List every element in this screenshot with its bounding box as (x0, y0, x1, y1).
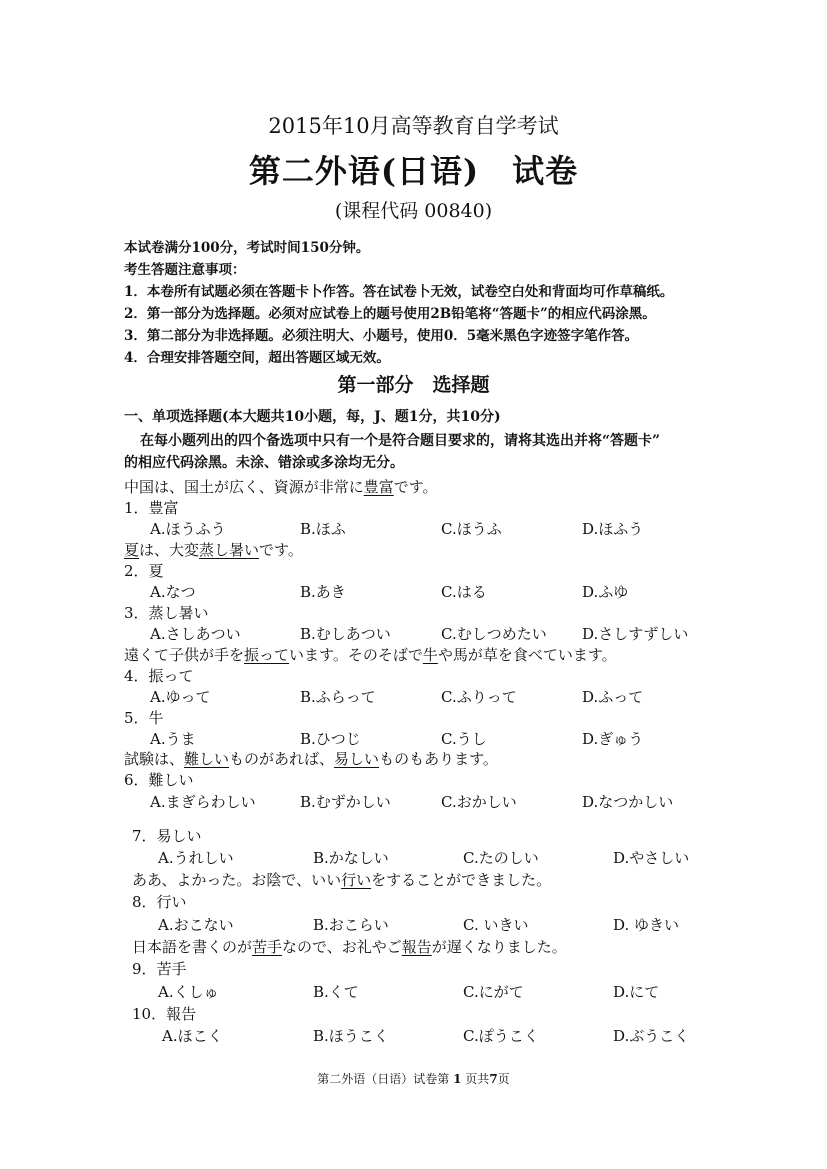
underlined-word: 蒸し暑い (199, 541, 260, 559)
option-a: A.ほこく (162, 1027, 223, 1045)
option-a: A.うれしい (158, 849, 234, 867)
option-c: C.ぽうこく (463, 1027, 539, 1045)
option-d: D.ぎゅう (582, 730, 644, 748)
question-label: 2．夏 (124, 562, 164, 580)
underlined-word: 難しい (184, 750, 230, 768)
part-title: 第一部分 选择题 (337, 374, 490, 396)
full-marks-note: 本试卷满分100分，考试时间150分钟。 (124, 240, 370, 256)
option-d: D.にて (613, 983, 660, 1001)
total-pages: 7 (489, 1072, 498, 1086)
instruction-line-2: 的相应代码涂黑。未涂、错涂或多涂均无分。 (124, 455, 404, 471)
option-b: B.ほうこく (313, 1027, 389, 1045)
option-a: A.なつ (150, 583, 196, 601)
underlined-word: 牛 (422, 646, 438, 664)
sentence-6: 日本語を書くのが苦手なので、お礼やご報告が遅くなりました。 (132, 938, 567, 956)
underlined-word: 夏 (124, 541, 140, 559)
attention-item-4: 4．合理安排答题空间，超出答题区域无效。 (124, 350, 390, 366)
section-title: 一、单项选择题(本大题共10小题，每，J、题1分，共10分) (124, 409, 501, 425)
question-label: 4．振って (124, 667, 194, 685)
underlined-word: 行い (341, 871, 372, 889)
course-code: (课程代码 00840) (334, 200, 493, 222)
option-b: B.かなしい (313, 849, 389, 867)
option-a: A.ほうふう (150, 520, 226, 538)
option-b: B.むしあつい (300, 625, 391, 643)
attention-title: 考生答题注意事项： (124, 262, 246, 278)
sentence-2: 夏は、大変蒸し暑いです。 (124, 541, 303, 559)
option-a: A.さしあつい (150, 625, 241, 643)
option-a: A.おこない (158, 916, 234, 934)
paper-title: 第二外语(日语) 试卷 (248, 152, 579, 190)
option-c: C.はる (441, 583, 487, 601)
question-label: 3．蒸し暑い (124, 604, 209, 622)
underlined-word: 易しい (334, 750, 380, 768)
option-b: B.ふらって (300, 688, 376, 706)
question-label: 7．易しい (132, 827, 202, 845)
option-d: D.ほふう (582, 520, 644, 538)
option-d: D.やさしい (613, 849, 690, 867)
page-number: 1 (453, 1072, 462, 1086)
option-b: B.おこらい (313, 916, 389, 934)
attention-item-1: 1．本卷所有试题必须在答题卡卜作答。答在试卷卜无效，试卷空白处和背面均可作草稿纸。 (124, 284, 674, 300)
option-d: D.ふゆ (582, 583, 629, 601)
option-d: D.ぶうこく (613, 1027, 690, 1045)
question-label: 1．豊富 (124, 499, 179, 517)
option-d: D.さしすずしい (582, 625, 689, 643)
option-c: C. いきい (463, 916, 529, 934)
option-b: B.くて (313, 983, 359, 1001)
option-b: B.むずかしい (300, 793, 391, 811)
question-label: 5．牛 (124, 709, 164, 727)
option-d: D.ふって (582, 688, 644, 706)
sentence-4: 試験は、難しいものがあれば、易しいものもあります。 (124, 750, 498, 768)
underlined-word: 振って (244, 646, 290, 664)
attention-item-2: 2．第一部分为选择题。必须对应试卷上的题号使用2B铅笔将“答题卡”的相应代码涂黑。 (124, 306, 656, 322)
exam-title: 2015年10月高等教育自学考试 (268, 114, 559, 138)
sentence-5: ああ、よかった。お陰で、いい行いをすることができました。 (132, 871, 552, 889)
option-d: D.なつかしい (582, 793, 674, 811)
attention-item-3: 3．第二部分为非选择题。必须注明大、小题号，使用0．5毫米黑色字迹签字笔作答。 (124, 328, 639, 344)
option-c: C.たのしい (463, 849, 539, 867)
underlined-word: 苦手 (252, 938, 283, 956)
underlined-word: 報告 (401, 938, 432, 956)
option-d: D. ゆきい (613, 916, 680, 934)
option-b: B.あき (300, 583, 346, 601)
option-b: B.ひつじ (300, 730, 361, 748)
question-label: 9．苦手 (132, 960, 187, 978)
option-c: C.おかしい (441, 793, 517, 811)
instruction-line-1: 在每小题列出的四个备选项中只有一个是符合题目要求的，请将其选出并将“答题卡” (140, 433, 661, 449)
option-a: A.くしゅ (158, 983, 219, 1001)
page-footer: 第二外语（日语）试卷第 1 页共7页 (317, 1072, 510, 1086)
option-a: A.ゆって (150, 688, 211, 706)
option-c: C.うし (441, 730, 487, 748)
option-a: A.うま (150, 730, 196, 748)
question-label: 8．行い (132, 893, 187, 911)
option-b: B.ほふ (300, 520, 346, 538)
sentence-3: 遠くて子供が手を振っています。そのそばで牛や馬が草を食べています。 (124, 646, 617, 664)
underlined-word: 豊富 (363, 478, 394, 496)
sentence-1: 中国は、国土が広く、資源が非常に豊富です。 (124, 478, 438, 496)
option-c: C.ほうふ (441, 520, 502, 538)
question-label: 6．難しい (124, 771, 194, 789)
option-c: C.にがて (463, 983, 524, 1001)
option-c: C.むしつめたい (441, 625, 547, 643)
option-a: A.まぎらわしい (150, 793, 256, 811)
option-c: C.ふりって (441, 688, 517, 706)
question-label: 10．報告 (132, 1005, 197, 1023)
